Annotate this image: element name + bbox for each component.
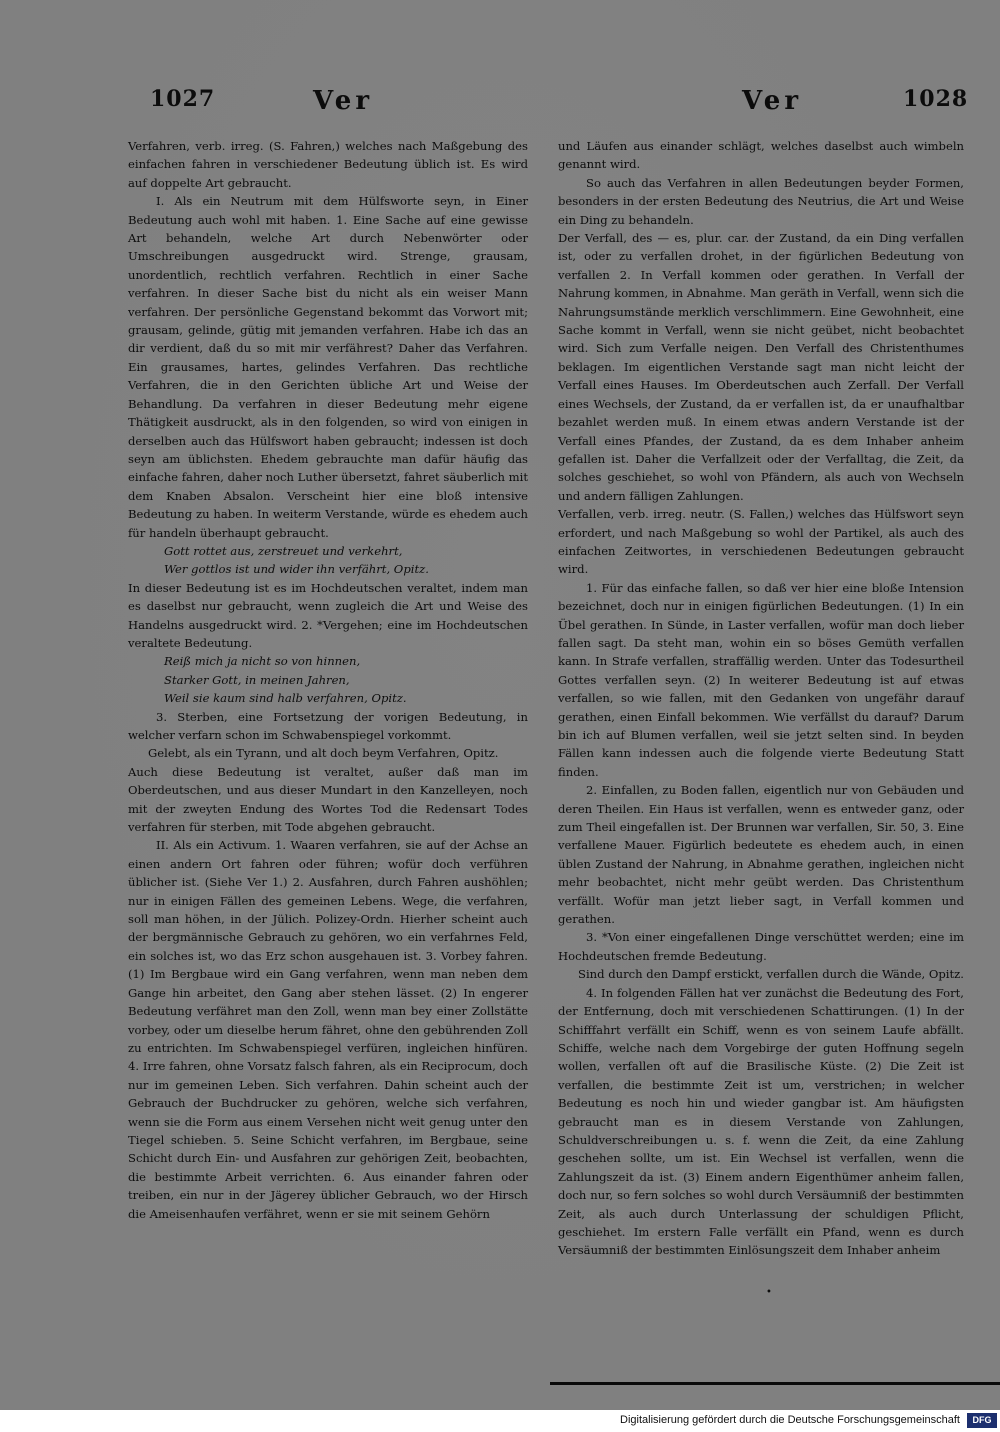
quote-line: Gott rottet aus, zerstreuet und verkehrt, [164, 543, 403, 558]
running-head-right: Ver [742, 86, 803, 116]
entry-paragraph: So auch das Verfahren in allen Bedeutungen beyder Formen, besonders in der ersten Bedeutung des Neutrius, die Art und Weise ein Ding zu behandeln. [558, 175, 964, 227]
dfg-logo-icon: DFG [967, 1413, 997, 1428]
entry-paragraph: 4. In folgenden Fällen hat ver zunächst die Bedeutung des Fort, der Entfernung, doch mit verschiedenen Schattirungen. (1) In der Schifffahrt verfällt ein Schiff, wenn es von seinem Laufe abfällt. Schiffe, welche nach dem Vorgebirge der guten Hoffnung segeln wollen, verfallen oft auf die Brasilische Küste. (2) Die Zeit ist verfallen, die bestimmte Zeit ist um, verstrichen; in welcher Bedeutung es noch hin und wieder gangbar ist. Am häufigsten gebraucht man es in diesem Verstande von Zahlungen, Schuldverschreibungen u. s. f. wenn die Zeit, da eine Zahlung geschehen sollte, um ist. Ein Wechsel ist verfallen, wenn die Zahlungszeit da ist. (3) Einem andern Eigenthümer anheim fallen, doch nur, so fern solches so wohl durch Versäumniß der bestimmten Zeit, als auch durch Unterlassung der schuldigen Pflicht, geschiehet. Im erstern Falle verfällt ein Pfand, wenn es durch Versäumniß der bestimmten Einlösungszeit dem Inhaber anheim [558, 985, 964, 1258]
entry-paragraph: und Läufen aus einander schlägt, welches daselbst auch wimbeln genannt wird. [558, 139, 964, 172]
quote-line: Weil sie kaum sind halb verfahren, Opitz. [164, 691, 407, 706]
entry-paragraph: 3. *Von einer eingefallenen Dinge verschüttet werden; eine im Hochdeutschen fremde Bedeutung. [558, 930, 964, 963]
footer-bar [0, 1410, 1000, 1432]
entry-verfall-head: Der Verfall, des — es, plur. car. der Zustand, da ein Ding verfallen ist, oder zu verfallen drohet, in der figürlichen Bedeutung von verfallen 2. In Verfall kommen oder gerathen. In Verfall der Nahrung kommen, in Abnahme. Man geräth in Verfall, wenn sich die Nahrungsumstände merklich verschlimmern. Eine Gewohnheit, eine Sache kommt in Verfall, wenn sie nicht geübet, nicht beobachtet wird. Sich zum Verfalle neigen. Den Verfall des Christenthumes beklagen. Im eigentlichen Verstande sagt man nicht leicht der Verfall eines Hauses. Im Oberdeutschen auch Zerfall. Der Verfall eines Wechsels, der Zustand, da er verfallen ist, da er unaufhaltbar bezahlet werden muß. In einem etwas andern Verstande ist der Verfall eines Pfandes, der Zustand, da es dem Inhaber anheim gefallen ist. Daher die Verfallzeit oder der Verfalltag, die Zeit, da solches geschiehet, so wohl von Pfändern, als auch von Wechseln und andern fälligen Zahlungen. [558, 231, 964, 503]
quote-line: Wer gottlos ist und wider ihn verfährt, Opitz. [164, 562, 429, 577]
quote-line: Gelebt, als ein Tyrann, und alt doch beym Verfahren, Opitz. [148, 746, 499, 761]
entry-paragraph: 3. Sterben, eine Fortsetzung der vorigen Bedeutung, in welcher verfarn schon im Schwabenspiegel vorkommt. [128, 709, 528, 742]
quote-line: Starker Gott, in meinen Jahren, [164, 672, 350, 687]
page-number-left: 1027 [150, 86, 216, 112]
entry-paragraph: I. Als ein Neutrum mit dem Hülfsworte seyn, in Einer Bedeutung auch wohl mit haben. 1. Eine Sache auf eine gewisse Art behandeln, welche Art durch Nebenwörter oder Umschreibungen ausgedruckt wird. Strenge, grausam, unordentlich, rechtlich verfahren. Rechtlich in einer Sache verfahren. In dieser Sache bist du nicht als ein weiser Mann verfahren. Der persönliche Gegenstand bekommt das Vorwort mit; grausam, gelinde, gütig mit jemanden verfahren. Habe ich das an dir verdient, daß du so mit mir verfährest? Daher das Verfahren. Ein grausames, hartes, gelindes Verfahren. Das rechtliche Verfahren, die in den Gerichten übliche Art und Weise der Behandlung. Da verfahren in dieser Bedeutung mehr eigene Thätigkeit ausdruckt, als in den folgenden, so wird von einigen in derselben auch das Hülfswort haben gebraucht; indessen ist doch seyn am üblichsten. Ehedem gebrauchte man dafür häufig das einfache fahren, daher noch Luther übersetzt, fahret säuberlich mit dem Knaben Absalon. Verscheint hier eine bloß intensive Bedeutung zu haben. In weiterm Verstande, würde es ehedem auch für handeln überhaupt gebraucht. [128, 194, 528, 540]
right-column [558, 137, 964, 1260]
quote-line: Sind durch den Dampf erstickt, verfallen durch die Wände, Opitz. [578, 967, 964, 982]
entry-paragraph: 2. Einfallen, zu Boden fallen, eigentlich nur von Gebäuden und deren Theilen. Ein Haus ist verfallen, wenn es entweder ganz, oder zum Theil eingefallen ist. Der Brunnen war verfallen, Sir. 50, 3. Eine verfallene Mauer. Figürlich bedeutete es ehedem auch, in einen üblen Zustand der Nahrung, in Abnahme gerathen, ingleichen nicht mehr beobachtet, nicht mehr geübt werden. Das Christenthum verfällt. Wofür man jetzt lieber sagt, in Verfall kommen und gerathen. [558, 783, 964, 927]
running-head-left: Ver [313, 86, 374, 116]
entry-paragraph: 1. Für das einfache fallen, so daß ver hier eine bloße Intension bezeichnet, doch nur in einigen figürlichen Bedeutungen. (1) In ein Übel gerathen. In Sünde, in Laster verfallen, wofür man doch lieber fallen sagt. Da steht man, wohin ein so böses Gemüth verfallen kann. In Strafe verfallen, straffällig werden. Unter das Todesurtheil Gottes verfallen seyn. (2) In weiterer Bedeutung ist auf etwas verfallen, so wie fallen, mit den Gedanken von ungefähr darauf gerathen, einen Einfall bekommen. Wie verfällst du darauf? Darum bin ich auf Blumen verfallen, weil sie jetzt selten sind. In beyden Fällen kann indessen auch die folgende vierte Bedeutung Statt finden. [558, 580, 964, 779]
page-mark: • [766, 1287, 772, 1298]
bottom-rule [550, 1382, 1000, 1385]
left-column [128, 137, 528, 1223]
entry-verfahren-head: Verfahren, verb. irreg. (S. Fahren,) welches nach Maßgebung des einfachen fahren in verschiedener Bedeutung üblich ist. Es wird auf doppelte Art gebraucht. [128, 139, 528, 190]
entry-verfallen-head: Verfallen, verb. irreg. neutr. (S. Fallen,) welches das Hülfswort seyn erfordert, und nach Maßgebung so wohl der Partikel, als auch des einfachen Zeitwortes, in verschiedenen Bedeutungen gebraucht wird. [558, 507, 964, 577]
entry-paragraph: In dieser Bedeutung ist es im Hochdeutschen veraltet, indem man es daselbst nur gebraucht, wenn zugleich die Art und Weise des Handelns ausgedruckt wird. 2. *Vergehen; eine im Hochdeutschen veraltete Bedeutung. [128, 580, 528, 650]
page-number-right: 1028 [903, 86, 969, 112]
entry-paragraph: Auch diese Bedeutung ist veraltet, außer daß man im Oberdeutschen, und aus dieser Mundart in den Kanzelleyen, noch mit der zweyten Endung des Wortes Tod die Redensart Todes verfahren für sterben, mit Tode abgehen gebraucht. [128, 764, 528, 835]
quote-line: Reiß mich ja nicht so von hinnen, [164, 654, 361, 669]
entry-paragraph: II. Als ein Activum. 1. Waaren verfahren, sie auf der Achse an einen andern Ort fahren oder führen; wofür doch verführen üblicher ist. (Siehe Ver 1.) 2. Ausfahren, durch Fahren aushöhlen; nur in einigen Fällen des gemeinen Lebens. Wege, die verfahren, soll man höhen, in der Jülich. Polizey-Ordn. Hierher scheint auch der bergmännische Gebrauch zu gehören, wo ein verfahrnes Feld, ein solches ist, wo das Erz schon ausgehauen ist. 3. Vorbey fahren. (1) Im Bergbaue wird ein Gang verfahren, wenn man neben dem Gange hin arbeitet, den Gang aber stehen lässet. (2) In engerer Bedeutung verfähret man den Zoll, wenn man bey einer Zollstätte vorbey, oder um dieselbe herum fähret, ohne den gebührenden Zoll zu entrichten. Im Schwabenspiegel verfüren, ingleichen hinfüren. 4. Irre fahren, ohne Vorsatz falsch fahren, als ein Reciprocum, doch nur im gemeinen Leben. Sich verfahren. Dahin scheint auch der Gebrauch der Buchdrucker zu gehören, welche sich verfahren, wenn sie die Form aus einem Versehen nicht weit genug unter den Tiegel schieben. 5. Seine Schicht verfahren, im Bergbaue, seine Schicht durch Ein- und Ausfahren zur gehörigen Zeit, beobachten, die bestimmte Arbeit verrichten. 6. Aus einander fahren oder treiben, ein nur in der Jägerey üblicher Gebrauch, wo der Hirsch die Ameisenhaufen verfähret, wenn er sie mit seinem Gehörn [128, 838, 528, 1221]
funding-notice: Digitalisierung gefördert durch die Deutsche Forschungsgemeinschaft [620, 1414, 960, 1426]
